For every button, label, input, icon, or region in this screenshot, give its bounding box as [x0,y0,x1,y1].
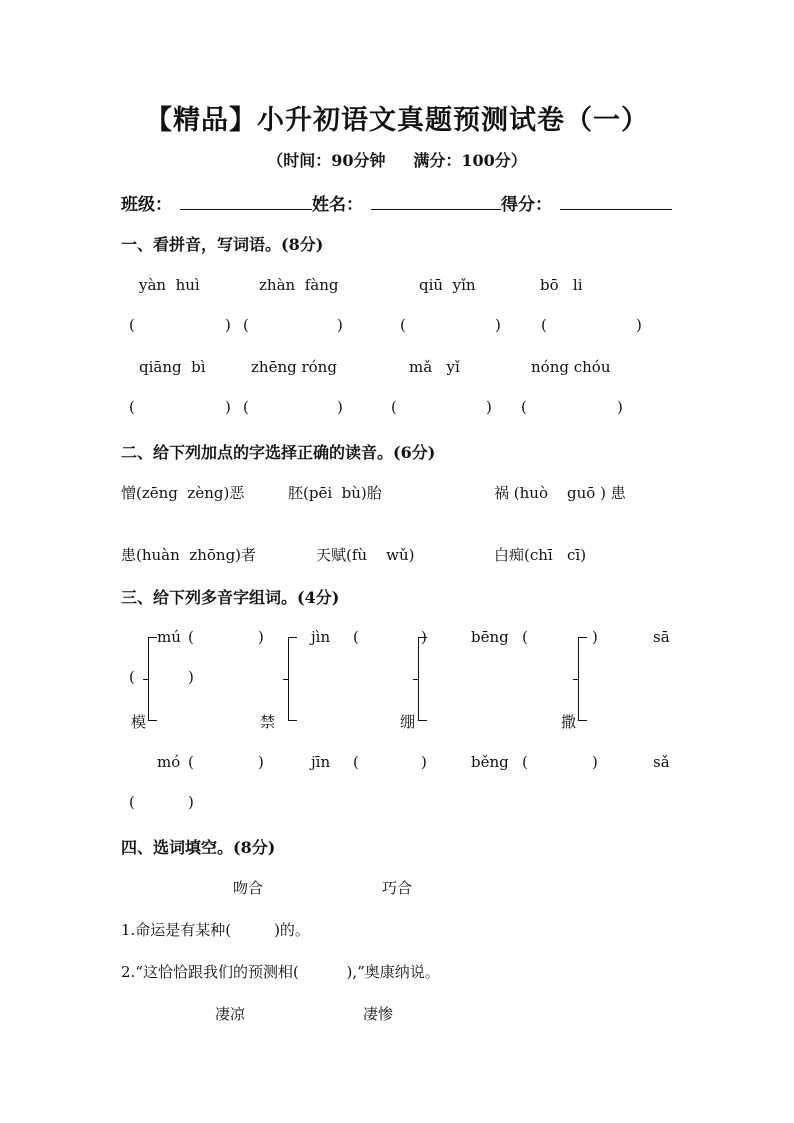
answer-paren-open: ( [522,753,528,771]
reading-choice-item: 天赋(fù wǔ) [316,546,415,564]
pinyin-item: nóng chóu [531,358,611,376]
answer-paren-close: ) [337,398,343,416]
score-label: 得分： [501,195,552,215]
answer-paren-open: ( [129,316,135,334]
pinyin-item: bō li [540,276,583,294]
answer-paren-open: ( [243,316,249,334]
answer-paren-close: ) [225,316,231,334]
polyphone-reading: mú [157,628,181,646]
answer-paren-open: ( [129,668,135,686]
answer-paren-close: ) [592,628,598,646]
answer-paren-close: ) [188,793,194,811]
answer-paren-close: ) [486,398,492,416]
answer-paren-open: ( [188,753,194,771]
polyphone-character: 撒 [561,713,577,731]
answer-paren-close: ) [592,753,598,771]
answer-paren-open: ( [541,316,547,334]
name-label: 姓名： [312,195,363,215]
answer-paren-close: ) [188,668,194,686]
polyphone-reading: bēng [471,628,509,646]
page-title: 【精品】小升初语文真题预测试卷（一） [145,105,649,136]
word-option: 凄惨 [363,1005,394,1023]
polyphone-character: 模 [131,713,147,731]
reading-choice-item: 胚(pēi bù)胎 [288,484,382,502]
name-blank[interactable] [371,209,501,210]
polyphone-reading: jìn [311,628,331,646]
polyphone-reading: běng [471,753,509,771]
reading-choice-item: 患(huàn zhōng)者 [121,546,257,564]
answer-paren-close: ) [421,753,427,771]
section2-heading: 二、给下列加点的字选择正确的读音。(6分) [121,443,436,462]
answer-paren-close: ) [258,628,264,646]
class-blank[interactable] [180,209,312,210]
polyphone-reading: sǎ [653,753,670,771]
answer-paren-open: ( [353,753,359,771]
pinyin-item: zhēng róng [251,358,337,376]
answer-paren-close: ) [258,753,264,771]
word-option: 吻合 [233,879,264,897]
word-option: 凄凉 [215,1005,246,1023]
answer-paren-close: ) [495,316,501,334]
exam-time-and-score: （时间：90分钟 满分：100分） [267,151,527,170]
pinyin-item: mǎ yǐ [409,358,460,376]
answer-paren-open: ( [400,316,406,334]
pinyin-item: qiū yǐn [419,276,476,294]
polyphone-reading: sā [653,628,670,646]
answer-paren-open: ( [129,793,135,811]
polyphone-character: 禁 [260,713,276,731]
answer-paren-open: ( [353,628,359,646]
polyphone-reading: jīn [311,753,331,771]
reading-choice-item: 祸 (huò guō ) 患 [494,484,626,502]
class-label: 班级： [121,195,172,215]
pinyin-item: zhàn fàng [259,276,339,294]
answer-paren-open: ( [243,398,249,416]
answer-paren-open: ( [188,628,194,646]
answer-paren-close: ) [617,398,623,416]
word-option: 巧合 [382,879,413,897]
section4-heading: 四、选词填空。(8分) [121,838,276,857]
answer-paren-open: ( [129,398,135,416]
section3-heading: 三、给下列多音字组词。(4分) [121,588,340,607]
section1-heading: 一、看拼音，写词语。(8分) [121,235,324,254]
reading-choice-item: 白痴(chī cī) [494,546,587,564]
answer-paren-close: ) [337,316,343,334]
score-blank[interactable] [560,209,672,210]
fill-in-sentence: 2.“这恰恰跟我们的预测相( ),”奥康纳说。 [121,963,440,981]
polyphone-reading: mó [157,753,181,771]
fill-in-sentence: 1.命运是有某种( )的。 [121,921,310,939]
polyphone-character: 绷 [400,713,416,731]
pinyin-item: qiāng bì [139,358,206,376]
answer-paren-open: ( [521,398,527,416]
answer-paren-open: ( [391,398,397,416]
answer-paren-close: ) [636,316,642,334]
answer-paren-open: ( [522,628,528,646]
reading-choice-item: 憎(zēng zèng)恶 [121,484,245,502]
pinyin-item: yàn huì [139,276,200,294]
answer-paren-close: ) [225,398,231,416]
